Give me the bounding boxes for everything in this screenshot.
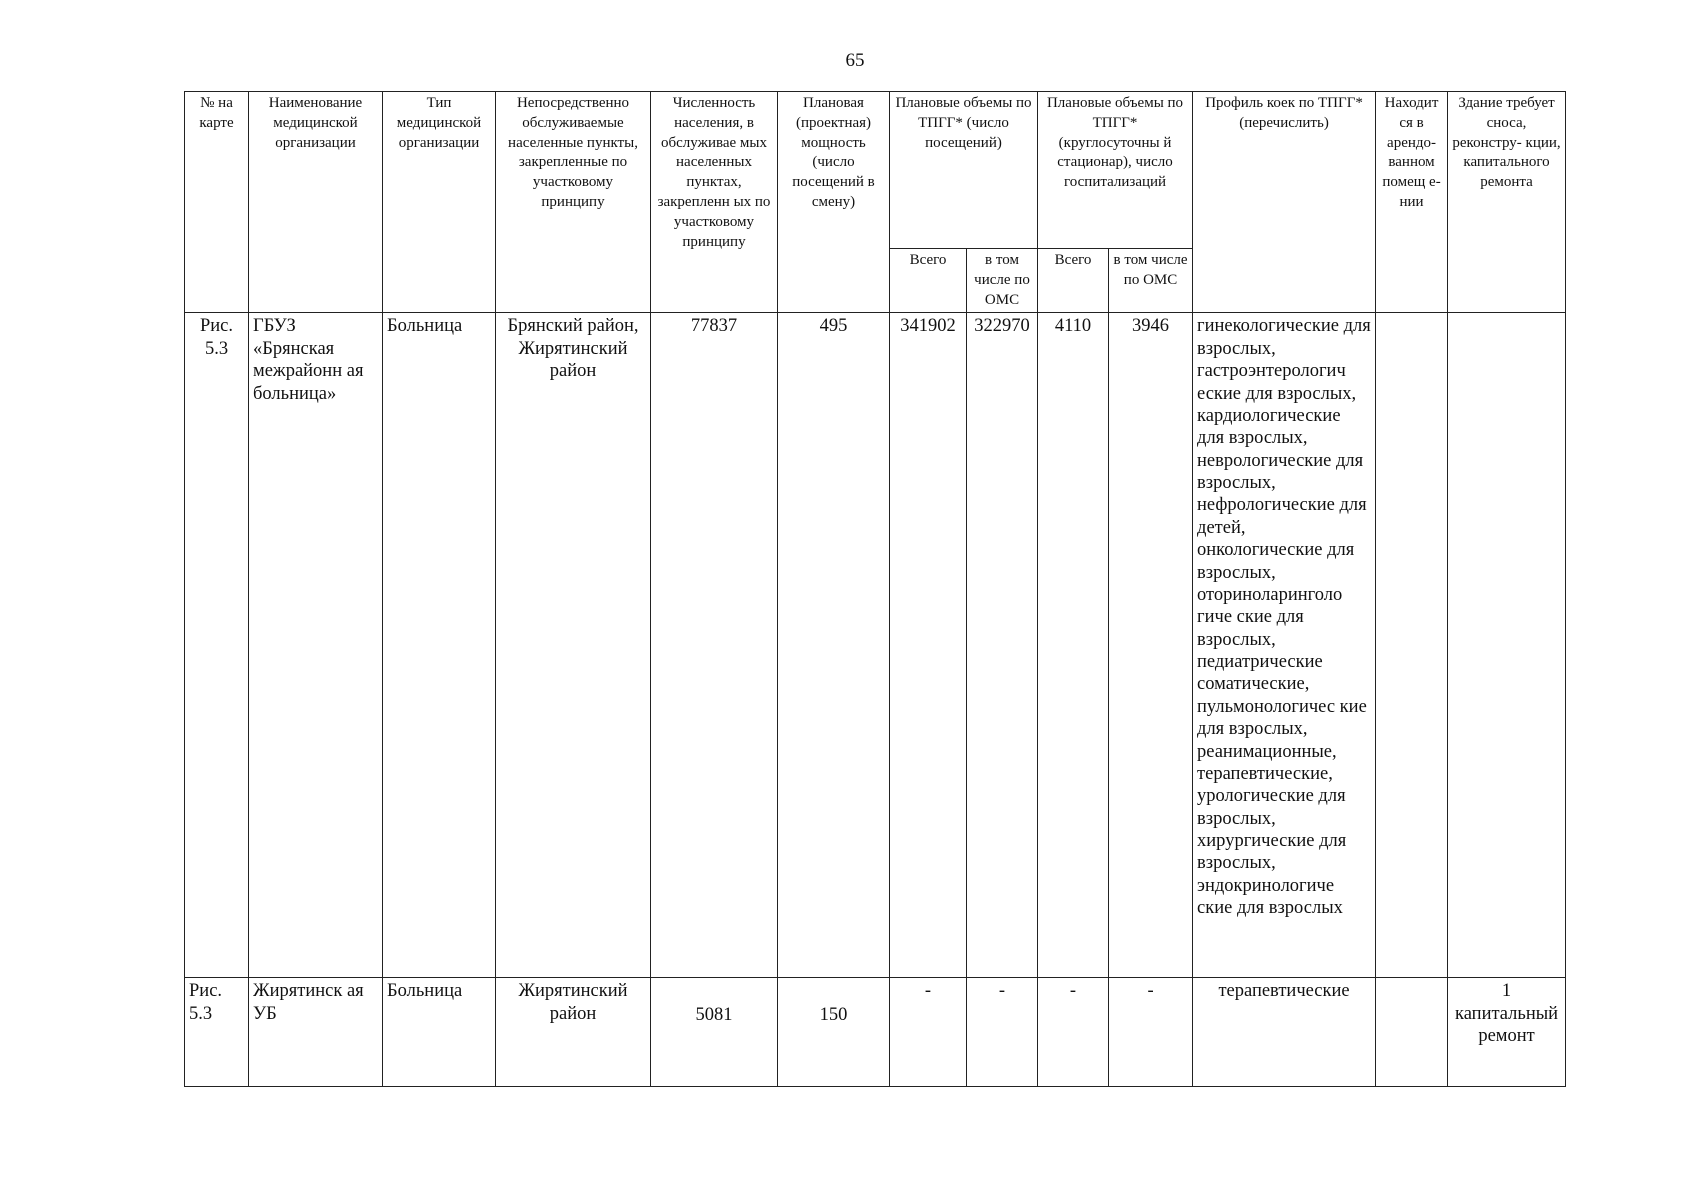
cell-map-no: Рис. 5.3: [185, 313, 249, 978]
header-map-no: № на карте: [185, 92, 249, 313]
cell-settlements: Брянский район, Жирятинский район: [496, 313, 651, 978]
subheader-hosp-total: Всего: [1038, 249, 1109, 313]
cell-hosp-total: 4110: [1038, 313, 1109, 978]
header-beds-profile: Профиль коек по ТПГГ* (перечислить): [1193, 92, 1376, 313]
cell-org-name: ГБУЗ «Брянская межрайонн ая больница»: [249, 313, 383, 978]
cell-hosp-oms: 3946: [1109, 313, 1193, 978]
cell-capacity: 495: [778, 313, 890, 978]
cell-capacity: 150: [778, 978, 890, 1087]
subheader-visits-total: Всего: [890, 249, 967, 313]
cell-map-no: Рис. 5.3: [185, 978, 249, 1087]
header-capacity: Плановая (проектная) мощность (число посещений в смену): [778, 92, 890, 313]
header-hospitalization-group: Плановые объемы по ТПГГ* (круглосуточны й стационар), число госпитализаций: [1038, 92, 1193, 249]
cell-org-type: Больница: [383, 978, 496, 1087]
cell-hosp-oms: -: [1109, 978, 1193, 1087]
table-row: [185, 978, 1566, 1087]
subheader-hosp-oms: в том числе по ОМС: [1109, 249, 1193, 313]
header-visits-group: Плановые объемы по ТПГГ* (число посещений): [890, 92, 1038, 249]
cell-visits-oms: -: [967, 978, 1038, 1087]
header-population: Численность населения, в обслуживае мых населенных пунктах, закрепленн ых по участковому принципу: [651, 92, 778, 313]
subheader-visits-oms: в том числе по ОМС: [967, 249, 1038, 313]
header-rented: Находит ся в арендо- ванном помещ е-нии: [1376, 92, 1448, 313]
cell-visits-total: -: [890, 978, 967, 1087]
medical-organizations-table: [184, 91, 1566, 1087]
cell-visits-oms: 322970: [967, 313, 1038, 978]
cell-visits-total: 341902: [890, 313, 967, 978]
header-row: [185, 92, 1566, 249]
cell-settlements: Жирятинский район: [496, 978, 651, 1087]
header-settlements: Непосредственно обслуживаемые населенные пункты, закрепленные по участковому принципу: [496, 92, 651, 313]
cell-population: 5081: [651, 978, 778, 1087]
cell-rented: [1376, 313, 1448, 978]
page-number: 65: [845, 50, 865, 71]
cell-org-name: Жирятинск ая УБ: [249, 978, 383, 1087]
cell-rented: [1376, 978, 1448, 1087]
table-row: [185, 313, 1566, 978]
cell-beds-profile: гинекологические для взрослых, гастроэнтерологич еские для взрослых, кардиологические для взрослых, неврологические для взрослых, нефрологические для детей, онкологические для взрослых, оториноларинголо гиче ские для взрослых, педиатрические соматические, пульмонологичес кие для взрослых, реанимационные, терапевтические, урологические для взрослых, хирургические для взрослых, эндокринологиче ские для взрослых: [1193, 313, 1376, 978]
cell-building: 1 капитальный ремонт: [1448, 978, 1566, 1087]
cell-hosp-total: -: [1038, 978, 1109, 1087]
header-building: Здание требует сноса, реконстру- кции, капитального ремонта: [1448, 92, 1566, 313]
cell-org-type: Больница: [383, 313, 496, 978]
header-org-name: Наименование медицинской организации: [249, 92, 383, 313]
header-org-type: Тип медицинской организации: [383, 92, 496, 313]
cell-beds-profile: терапевтические: [1193, 978, 1376, 1087]
cell-population: 77837: [651, 313, 778, 978]
cell-building: [1448, 313, 1566, 978]
